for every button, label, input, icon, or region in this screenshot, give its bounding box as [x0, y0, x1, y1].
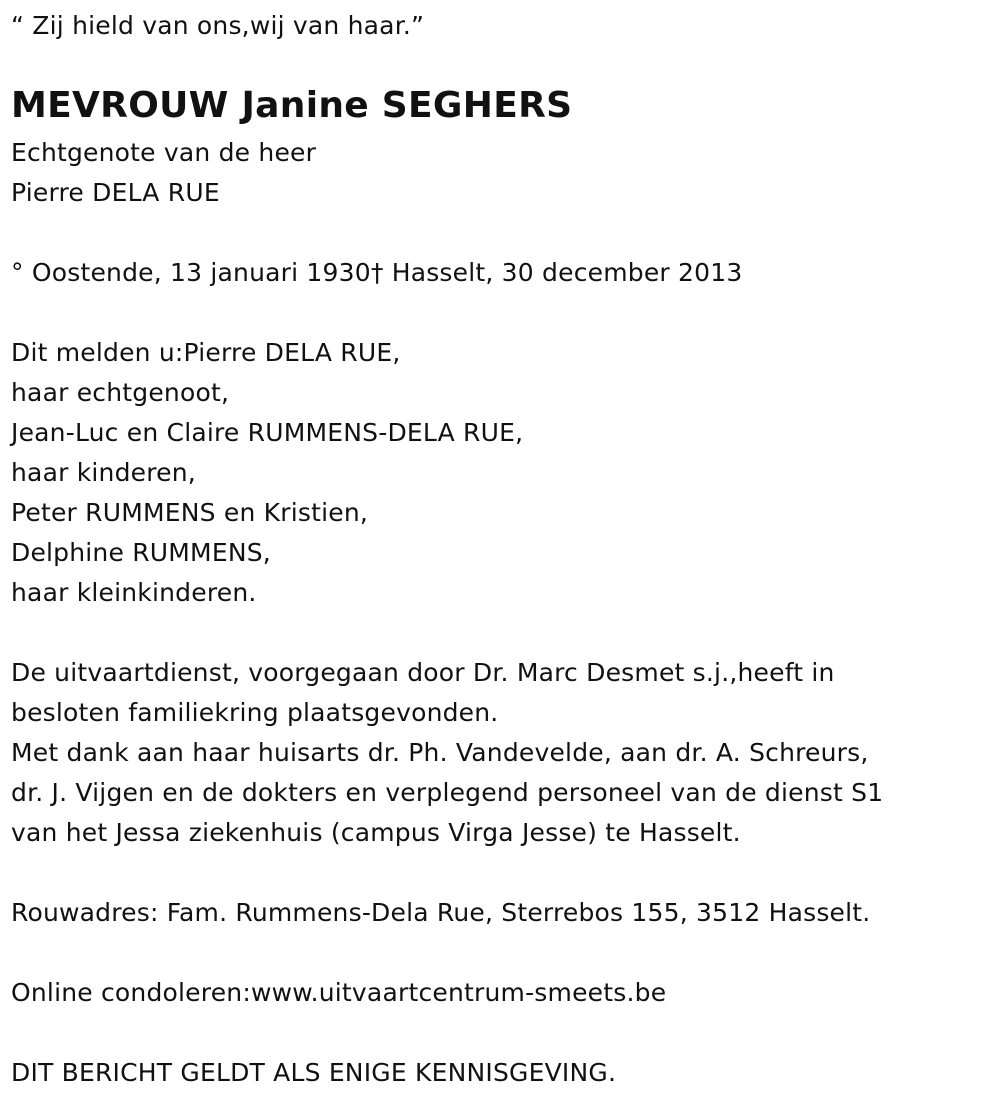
- family-line: haar kleinkinderen.: [11, 578, 257, 607]
- family-line: Dit melden u:Pierre DELA RUE,: [11, 338, 401, 367]
- family-line: haar kinderen,: [11, 458, 196, 487]
- service-line: Met dank aan haar huisarts dr. Ph. Vandevelde, aan dr. A. Schreurs,: [11, 738, 869, 767]
- service-line: dr. J. Vijgen en de dokters en verplegend personeel van de dienst S1: [11, 778, 884, 807]
- service-block: [11, 653, 883, 853]
- family-block: [11, 333, 523, 613]
- address-block: [11, 893, 870, 933]
- service-line: besloten familiekring plaatsgevonden.: [11, 698, 499, 727]
- family-line: Delphine RUMMENS,: [11, 538, 271, 567]
- birth-death-dates: ° Oostende, 13 januari 1930† Hasselt, 30 december 2013: [11, 258, 743, 287]
- spouse-name: Pierre DELA RUE: [11, 178, 220, 207]
- family-line: Peter RUMMENS en Kristien,: [11, 498, 369, 527]
- deceased-name: MEVROUW Janine SEGHERS: [11, 85, 573, 126]
- condolences-block: [11, 973, 666, 1013]
- spouse-line: Echtgenote van de heer: [11, 138, 317, 167]
- dates-block: [11, 253, 742, 293]
- family-line: haar echtgenoot,: [11, 378, 230, 407]
- mourning-address: Rouwadres: Fam. Rummens-Dela Rue, Sterrebos 155, 3512 Hasselt.: [11, 898, 871, 927]
- motto-quote: “ Zij hield van ons,wij van haar.”: [11, 11, 425, 40]
- spouse-block: [11, 133, 316, 213]
- sole-notice: DIT BERICHT GELDT ALS ENIGE KENNISGEVING.: [11, 1058, 617, 1087]
- service-line: De uitvaartdienst, voorgegaan door Dr. Marc Desmet s.j.,heeft in: [11, 658, 835, 687]
- service-line: van het Jessa ziekenhuis (campus Virga Jesse) te Hasselt.: [11, 818, 741, 847]
- notice-block: [11, 1053, 616, 1093]
- online-condolences: Online condoleren:www.uitvaartcentrum-smeets.be: [11, 978, 667, 1007]
- family-line: Jean-Luc en Claire RUMMENS-DELA RUE,: [11, 418, 524, 447]
